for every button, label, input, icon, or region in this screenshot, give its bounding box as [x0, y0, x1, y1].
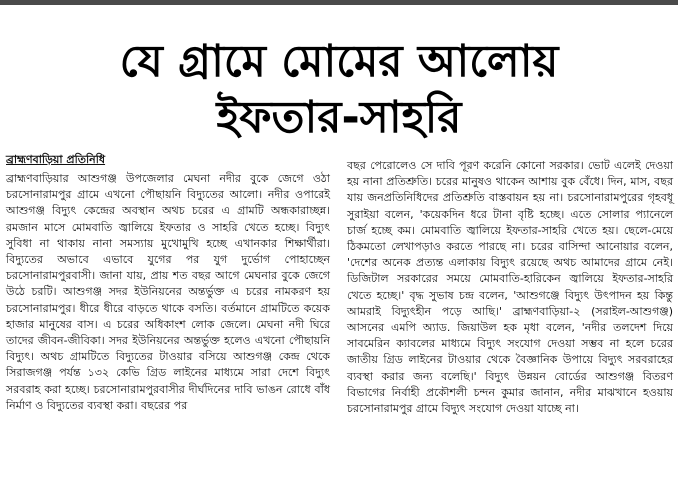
- headline-line-2: ইফতার-সাহরি: [216, 92, 462, 143]
- headline: [0, 34, 678, 146]
- byline: ব্রাহ্মণবাড়িয়া প্রতিনিধি: [6, 153, 106, 166]
- top-border-strip: [0, 0, 678, 5]
- headline-line-1: যে গ্রামে মোমের আলোয়: [119, 36, 559, 87]
- article-body-right: বছর পেরোলেও সে দাবি পূরণ করেনি কোনো সরকার। ভোট এলেই দেওয়া হয় নানা প্রতিশ্রুতি। চরের মানুষও থাকেন আশায় বুক বেঁধে। দিন, মাস, বছর যায় জনপ্রতিনিধিদের প্রতিশ্রুতি বাস্তবায়ন হয় না। চরসোনারামপুরের গৃহবধূ সুরাইয়া বলেন, 'কয়েকদিন ধরে টানা বৃষ্টি হচ্ছে। এতে সোলার প্যানেলে চার্জ হচ্ছে কম। মোমবাতি জ্বালিয়ে ইফতার-সাহরি খেতে হয়। ছেলে-মেয়ে ঠিকমতো লেখাপড়াও করতে পারছে না। চরের বাসিন্দা আনোয়ার বলেন, 'দেশের অনেক প্রত্যন্ত এলাকায় বিদ্যুৎ রয়েছে অথচ আমাদের গ্রামে নেই। ডিজিটাল সরকারের সময়ে মোমবাতি-হারিকেন জ্বালিয়ে ইফতার-সাহরি খেতে হচ্ছে।' বৃদ্ধ সুভাষ চন্দ্র বলেন, 'আশুগঞ্জে বিদ্যুৎ উৎপাদন হয় কিন্তু আমরাই বিদ্যুৎহীন পড়ে আছি।' ব্রাহ্মণবাড়িয়া-২ (সরাইল-আশুগঞ্জ) আসনের এমপি অ্যাড. জিয়াউল হক মৃধা বলেন, 'নদীর তলদেশ দিয়ে সাবমেরিন ক্যাবলের মাধ্যমে বিদ্যুৎ সংযোগ দেওয়া সম্ভব না হলে চরের জাতীয় গ্রিড লাইনের টাওয়ার থেকে বৈজ্ঞানিক উপায়ে বিদ্যুৎ সরবরাহের ব্যবস্থা করার জন্য বলেছি।' বিদ্যুৎ উন্নয়ন বোর্ডের আশুগঞ্জ বিতরণ বিভাগের নির্বাহী প্রকৌশলী চন্দন কুমার জানান, নদীর মাঝখানে হওয়ায় চরসোনারামপুর গ্রামে বিদ্যুৎ সংযোগ দেওয়া যাচ্ছে না।: [347, 159, 673, 416]
- article-column-left: [6, 152, 330, 414]
- article-body-left: ব্রাহ্মণবাড়িয়ার আশুগঞ্জ উপজেলার মেঘনা নদীর বুকে জেগে ওঠা চরসোনারামপুর গ্রামে এখনো পৌছায়নি বিদ্যুতের আলো। নদীর ওপারেই আশুগঞ্জ বিদ্যুৎ কেন্দ্রের অবস্থান অথচ চরের এ গ্রামটি অন্ধকারাচ্ছন্ন। রমজান মাসে মোমবাতি জ্বালিয়ে ইফতার ও সাহরি খেতে হচ্ছে। বিদ্যুৎ সুবিধা না থাকায় নানা সমস্যায় মুখোমুখি হচ্ছে এখানকার শিক্ষার্থীরা। বিদ্যুতের অভাবে এভাবে যুগের পর যুগ দুর্ভোগ পোহাচ্ছেন চরসোনারামপুরবাসী। জানা যায়, প্রায় শত বছর আগে মেঘনার বুকে জেগে উঠে চরটি। আশুগঞ্জ সদর ইউনিয়নের অন্তর্ভুক্ত এ চরের নামকরণ হয় চরসোনারামপুর। ধীরে ধীরে বাড়তে থাকে বসতি। বর্তমানে গ্রামটিতে কয়েক হাজার মানুষের বাস। এ চরের অধিকাংশ লোক জেলে। মেঘনা নদী ঘিরে তাদের জীবন-জীবিকা। সদর ইউনিয়নের অন্তর্ভুক্ত হলেও এখনো পৌছায়নি বিদ্যুৎ। অথচ গ্রামটিতে বিদ্যুতের টাওয়ার বসিয়ে আশুগঞ্জ কেন্দ্র থেকে সিরাজগঞ্জ পর্যন্ত ১৩২ কেভি গ্রিড লাইনের মাধ্যমে সারা দেশে বিদ্যুৎ সরবরাহ করা হচ্ছে। চরসোনারামপুরবাসীর দীর্ঘদিনের দাবি ভাঙন রোধে বাঁধ নির্মাণ ও বিদ্যুতের ব্যবস্থা করা। বছরের পর: [6, 172, 330, 412]
- article-column-right: [347, 158, 673, 417]
